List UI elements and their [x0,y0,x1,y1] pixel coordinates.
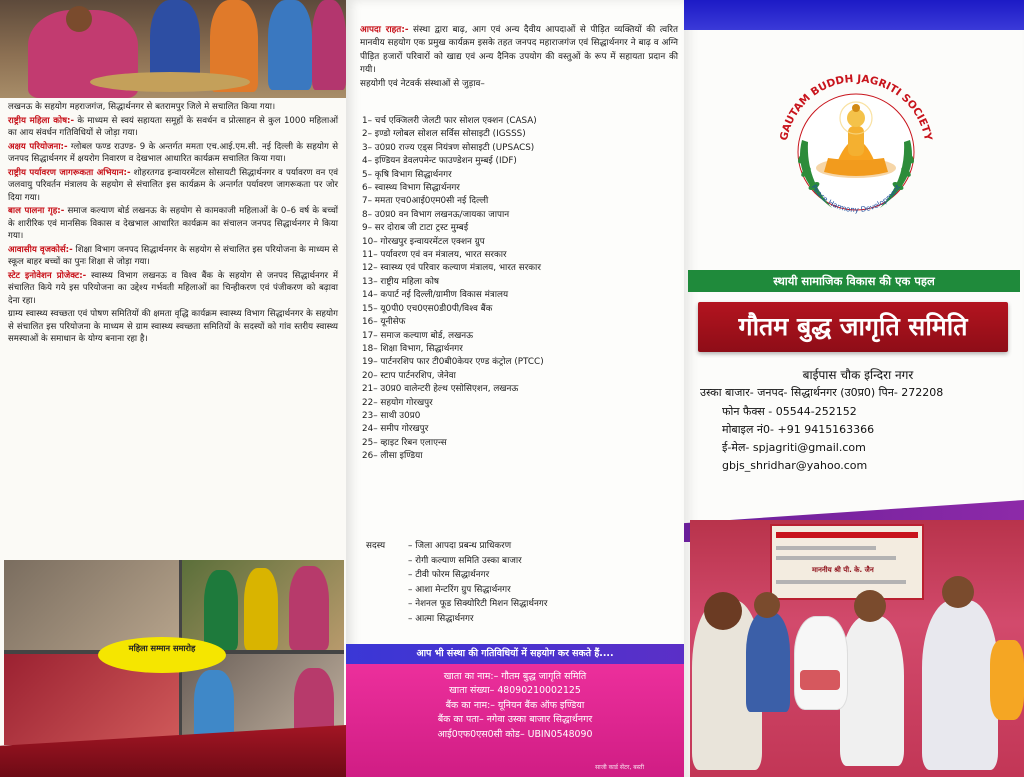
phone-fax: फोन फैक्स - 05544-252152 [722,404,857,418]
partner-item: 12– स्वास्थ्य एवं परिवार कल्याण मंत्रालय, भारत सरकार [362,263,541,274]
partner-item: 24– समीप गोरखपुर [362,424,429,435]
partner-item: 3– उ0प्र0 राज्य एड्स नियंत्रण सोसाइटी (UPSACS) [362,142,535,153]
paragraph-awasiya-brijcourse: आवासीय वृजकोर्स:- शिक्षा विभाग जनपद सिद्धार्थनगर के सहयोग से संचालित इस परियोजना के माध्यम से स्कूल बाहर बच्चों का पुनः शिक्षा से जोड़ा गया। [8,244,338,267]
partner-item: 14– कपार्ट नई दिल्ली/ग्रामीण विकास मंत्रालय [362,290,509,301]
member-item [366,597,676,612]
member-label: सदस्य [366,541,386,551]
partner-item: 2– इण्डो ग्लोबल सोशल सर्विस सोसाइटी (IGSSS) [362,129,526,140]
partner-item: 9– सर दोराब जी टाटा ट्रस्ट मुम्बई [362,223,469,234]
contact-block [700,366,1016,476]
address-line-1: बाईपास चौक इन्दिरा नगर [802,368,914,382]
member-text: – आशा मेन्टरिंग ग्रुप सिद्धार्थनगर [408,584,511,595]
top-photo [0,0,346,98]
partner-item: 4– इण्डियन डेवलपमेन्ट फाउण्डेशन मुम्बई (IDF) [362,156,517,167]
bank-details-box [346,664,684,777]
mobile-number: मोबाइल नं0- +91 9415163366 [722,422,875,436]
email-secondary: gbjs_shridhar@yahoo.com [722,459,868,473]
partner-item: 7– ममता एच0आई0एम0सी नई दिल्ली [362,196,489,207]
address-line-2: उस्का बाजार- जनपद- सिद्धार्थनगर (उ0प्र0) पिन- 272208 [700,386,944,400]
paragraph-gram-swasthya: ग्राम्य स्वास्थ्य स्वच्छता एवं पोषण समितियों की क्षमता वृद्धि कार्यक्रम स्वास्थ्य विभाग सिद्धार्थनगर के सहयोग से संचालित इस परियोजना के माध्यम से ग्राम स्वास्थ्य स्वच्छता समितियों के सदस्यों को गांव स्तरीय स्वास्थ्य समस्याओं के समाधान के योग्य बनाना रहा है। [8,309,338,344]
member-item [366,539,676,554]
partner-item: 15– यू0पी0 एच0एस0डी0पी/विश्व बैंक [362,303,493,314]
partner-item: 6– स्वास्थ्य विभाग सिद्धार्थनगर [362,183,460,194]
bank-address: बैंक का पता– नगेवा उस्का बाजार सिद्धार्थनगर [437,714,593,726]
right-panel [684,0,1024,777]
partners-list [362,115,680,464]
partner-item: 13– राष्ट्रीय महिला कोष [362,276,439,287]
partners-intro: सहयोगी एवं नेटवर्क संस्थाओं से जुड़ाव– [360,78,485,89]
partner-item: 18– शिक्षा विभाग, सिद्धार्थनगर [362,343,463,354]
member-text: – रोगी कल्याण समिति उस्का बाजार [408,555,522,566]
account-name: खाता का नाम:– गौतम बुद्ध जागृति समिति [443,671,587,682]
member-item [366,568,676,583]
tagline-banner: स्थायी सामाजिक विकास की एक पहल [688,270,1020,292]
partner-item: 8– उ0प्र0 वन विभाग लखनऊ/जायका जापान [362,209,510,220]
member-text: – जिला आपदा प्रबन्ध प्राधिकरण [408,541,512,551]
event-banner: माननीय श्री पी. के. जैन [770,524,924,600]
left-panel-text [8,101,338,347]
account-number: खाता संख्या– 48090210002125 [449,685,581,697]
partner-item: 17– समाज कल्याण बोर्ड, लखनऊ [362,330,474,341]
org-title: गौतम बुद्ध जागृति समिति [698,302,1008,352]
paragraph-state-innovation: स्टेट इनोवेशन प्रोजेक्ट:- स्वास्थ्य विभाग लखनऊ व विश्व बैंक के सहयोग से जनपद सिद्धार्थनगर में संचालित किये गये इस परियोजना का उद्देश्य गर्भवती महिलाओं का चिन्हीकरण एवं पंजीकरण को बढ़ावा देना रहा। [8,270,338,306]
middle-panel [346,0,684,777]
distribution-photo [690,520,1024,777]
member-text: – नेशनल फूड सिक्योरिटी मिशन सिद्धार्थनगर [408,599,548,610]
paragraph-akshay-pariyojana: अक्षय परियोजना:- ग्लोबल फण्ड राउण्ड- 9 के अन्तर्गत ममता एच.आई.एम.सी. नई दिल्ली के सहयोग से जनपद सिद्धार्थनगर में क्षयरोग निवारण व देखभाल आधारित कार्यक्रम सचालित किया गया। [8,141,339,164]
partner-item: 22– सहयोग गोरखपुर [362,397,433,408]
partner-item: 16– यूनीसेफ [362,317,406,328]
org-logo [772,60,940,240]
relief-bag [794,616,848,710]
partner-item: 19– पार्टनरशिप फार टी0बी0केयर एण्ड कंट्रोल (PTCC) [362,357,544,368]
partner-item: 1– चर्च एक्जिलरी जेलटी फार सोशल एक्शन (CASA) [362,116,537,126]
logo-arc-text: GAUTAM BUDDH JAGRITI SOCIETY [777,72,935,142]
partner-item: 21– उ0प्र0 वालेन्टरी हेल्थ एसोसिएशन, लखनऊ [362,384,519,395]
paragraph-rashtriya-mahila-kosh: राष्ट्रीय महिला कोष:- के माध्यम से स्वयं सहायता समूहों के सवर्धन व प्रोत्साहन से कुल 1000 महिलाओं का आय संवर्धन गतिविधियों से जोड़ा गया। [8,115,338,138]
member-text: – आत्मा सिद्धार्थनगर [408,613,474,624]
partner-item: 5– कृषि विभाग सिद्धार्थनगर [362,169,452,180]
partner-item: 11– पर्यावरण एवं वन मंत्रालय, भारत सरकार [362,250,507,261]
members-list [366,539,676,627]
paragraph-paryavaran-abhiyan: राष्ट्रीय पर्यावरण जागरूकता अभियान:- शोहरतगढ इन्वायरमेंटल सोसायटी सिद्धार्थनगर व पर्यावरण वन एवं जलवायु परिवर्तन मंत्रालय के सहयोग से संचालित इस कार्यक्रम के अन्तर्गत पर्यावरण जागरूकता पर जोर दिया गया। [8,167,338,203]
member-item [366,583,676,598]
photo-caption-badge: महिला सम्मान समारोह [98,637,226,673]
ifsc-code: आई0एफ0एस0सी कोड– UBIN0548090 [437,728,593,740]
member-item [366,554,676,569]
support-banner: आप भी संस्था की गतिविधियों में सहयोग कर सकते हैं.... [346,644,684,664]
partner-item: 23– साथी उ0प्र0 [362,410,421,421]
paragraph-intro: लखनऊ के सहयोग महराजगंज, सिद्धार्थनगर से बतरामपुर जिले मे सचालित किया गया। [8,102,276,112]
member-item [366,612,676,627]
logo-sub-text: Peace Harmony Development [809,182,903,215]
member-text: – टीवी फोरम सिद्धार्थनगर [408,570,490,581]
left-panel [0,0,346,777]
email-primary: ई-मेल- spjagriti@gmail.com [722,441,866,455]
partner-item: 26– लीसा इण्डिया [362,451,423,462]
aapda-rahat-paragraph: आपदा राहत:- संस्था द्वारा बाढ़, आग एवं अन्य दैवीय आपदाओं से पीड़ित व्यक्तियों की त्वरित मानवीय सहयोग एक प्रमुख कार्यक्रम इसके तहत जनपद महाराजगंज एवं सिद्धार्थनगर ने बाढ़ व अग्नि पीड़ित हजारों परिवारों को खाद्य एवं अन्य दैनिक उपयोग की वस्तुओं के रूप में सहायता प्रदान की गयी। सहयोगी एवं नेटवर्क संस्थाओं से जुड़ाव– [360,24,678,91]
partner-item: 10– गोरखपुर इन्वायरमेंटल एक्शन ग्रुप [362,236,485,247]
bank-name: बैंक का नाम:– यूनियन बैंक ऑफ इण्डिया [445,699,585,711]
partner-item: 25– व्हाइट रिबन एलाएन्स [362,437,447,448]
top-blue-strip [684,0,1024,30]
partner-item: 20– स्टाप पार्टनरशिप, जेनेवा [362,370,456,381]
paragraph-bal-palna-grih: बाल पालना गृह:- समाज कल्याण बोर्ड लखनऊ के सहयोग से कामकाजी महिलाओं के 0–6 वर्ष के बच्चों के शारीरिक एवं मानसिक विकास व देखभाल आधारित कार्यक्रम का संचालन जनपद सिद्धार्थनगर मे किया गया। [8,206,338,241]
printer-credit: साजी कार्ड सेंटर, बस्ती [595,764,644,771]
